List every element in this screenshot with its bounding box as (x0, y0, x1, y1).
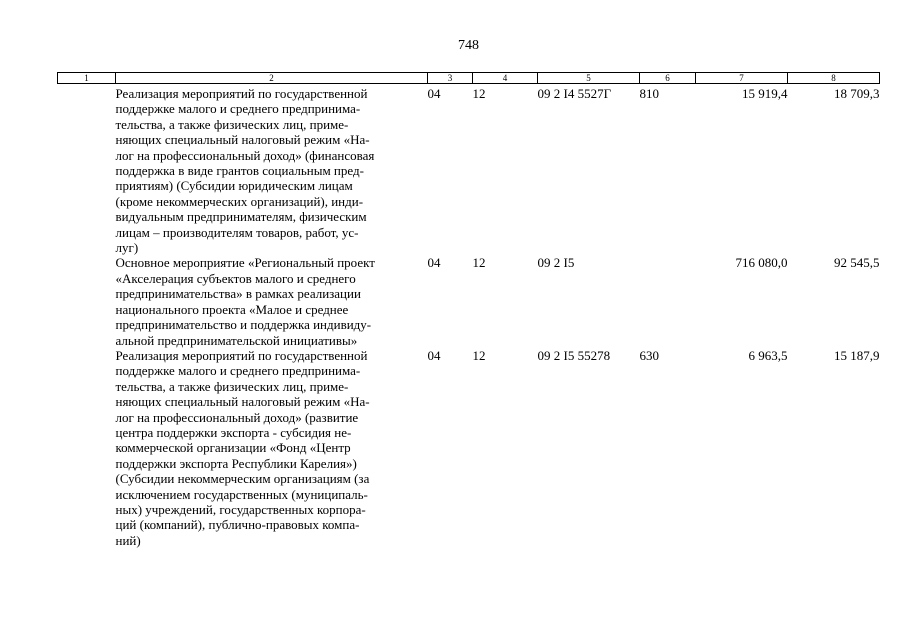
budget-table (57, 72, 880, 548)
amount-year-1-cell: 716 080,0 (735, 255, 788, 271)
column-number-header-row (58, 73, 880, 84)
description-line: лог на профессиональный доход» (финансовая (115, 147, 375, 163)
description-line: видуальным предпринимателям, физическим (115, 209, 367, 225)
description-line: тельства, а также физических лиц, приме- (115, 116, 349, 132)
description-line: поддержка в виде грантов социальным пред- (115, 163, 364, 179)
description-line: Реализация мероприятий по государственной (115, 86, 368, 101)
column-header-5: 5 (538, 73, 640, 84)
target-article-cell: 09 2 I5 (537, 255, 575, 271)
target-article-cell: 09 2 I4 5527Г (537, 86, 612, 101)
description-line: няющих специальный налоговый режим «На- (115, 394, 370, 410)
description-line: Реализация мероприятий по государственной (115, 347, 368, 363)
description-line: ных) учреждений, государственных корпора- (115, 501, 366, 517)
expense-type-cell: 630 (639, 347, 659, 363)
description-line: предпринимательство и поддержка индивиду- (115, 317, 372, 333)
description-line: центра поддержки экспорта - субсидия не- (115, 424, 352, 440)
description-line: предпринимательства» в рамках реализации (115, 286, 361, 302)
description-line: ций (компаний), публично-правовых компа- (115, 517, 360, 533)
column-header-6: 6 (640, 73, 696, 84)
column-header-2: 2 (116, 73, 428, 84)
subsection-code-cell: 12 (472, 347, 486, 363)
description-line: (Субсидии некоммерческим организациям (за (115, 471, 370, 487)
amount-year-2-cell: 15 187,9 (834, 347, 880, 363)
description-line: тельства, а также физических лиц, приме- (115, 378, 349, 394)
description-line: приятиям) (Субсидии юридическим лицам (115, 178, 353, 194)
column-header-8: 8 (788, 73, 880, 84)
row-number-cell (58, 86, 116, 255)
table-row (58, 86, 880, 255)
description-cell (116, 348, 428, 548)
description-line: национального проекта «Малое и среднее (115, 301, 349, 317)
description-line: исключением государственных (муниципаль- (115, 486, 368, 502)
expense-type-cell: 810 (639, 86, 659, 101)
row-number-cell (58, 255, 116, 347)
description-line: поддержке малого и среднего предпринима- (115, 363, 361, 379)
description-cell (116, 255, 428, 347)
amount-year-1-cell: 6 963,5 (748, 347, 788, 363)
amount-year-1-cell: 15 919,4 (742, 86, 788, 101)
description-line: лицам – производителям товаров, работ, ус- (115, 224, 359, 240)
row-number-cell (58, 348, 116, 548)
description-cell (116, 86, 428, 255)
column-header-4: 4 (473, 73, 538, 84)
subsection-code-cell: 12 (472, 255, 486, 271)
description-line: Основное мероприятие «Региональный проект (115, 255, 375, 271)
column-header-1: 1 (58, 73, 116, 84)
description-line: луг) (115, 240, 139, 256)
section-code-cell: 04 (427, 86, 441, 101)
amount-year-2-cell: 18 709,3 (834, 86, 880, 101)
description-line: няющих специальный налоговый режим «На- (115, 132, 370, 148)
description-line: лог на профессиональный доход» (развитие (115, 409, 359, 425)
table-row (58, 255, 880, 347)
target-article-cell: 09 2 I5 55278 (537, 347, 611, 363)
expense-type-cell (640, 255, 696, 347)
description-line: коммерческой организации «Фонд «Центр (115, 440, 351, 456)
description-line: поддержки экспорта Республики Карелия») (115, 455, 357, 471)
subsection-code-cell: 12 (472, 86, 486, 101)
amount-year-2-cell: 92 545,5 (834, 255, 880, 271)
column-header-3: 3 (428, 73, 473, 84)
description-line: (кроме некоммерческих организаций), инди- (115, 193, 364, 209)
table-row (58, 348, 880, 548)
description-line: ний) (115, 532, 141, 548)
column-header-7: 7 (696, 73, 788, 84)
description-line: поддержке малого и среднего предпринима- (115, 101, 361, 117)
description-line: «Акселерация субъектов малого и среднего (115, 270, 356, 286)
section-code-cell: 04 (427, 347, 441, 363)
description-line: альной предпринимательской инициативы» (115, 332, 358, 348)
page-number: 748 (458, 38, 479, 53)
section-code-cell: 04 (427, 255, 441, 271)
